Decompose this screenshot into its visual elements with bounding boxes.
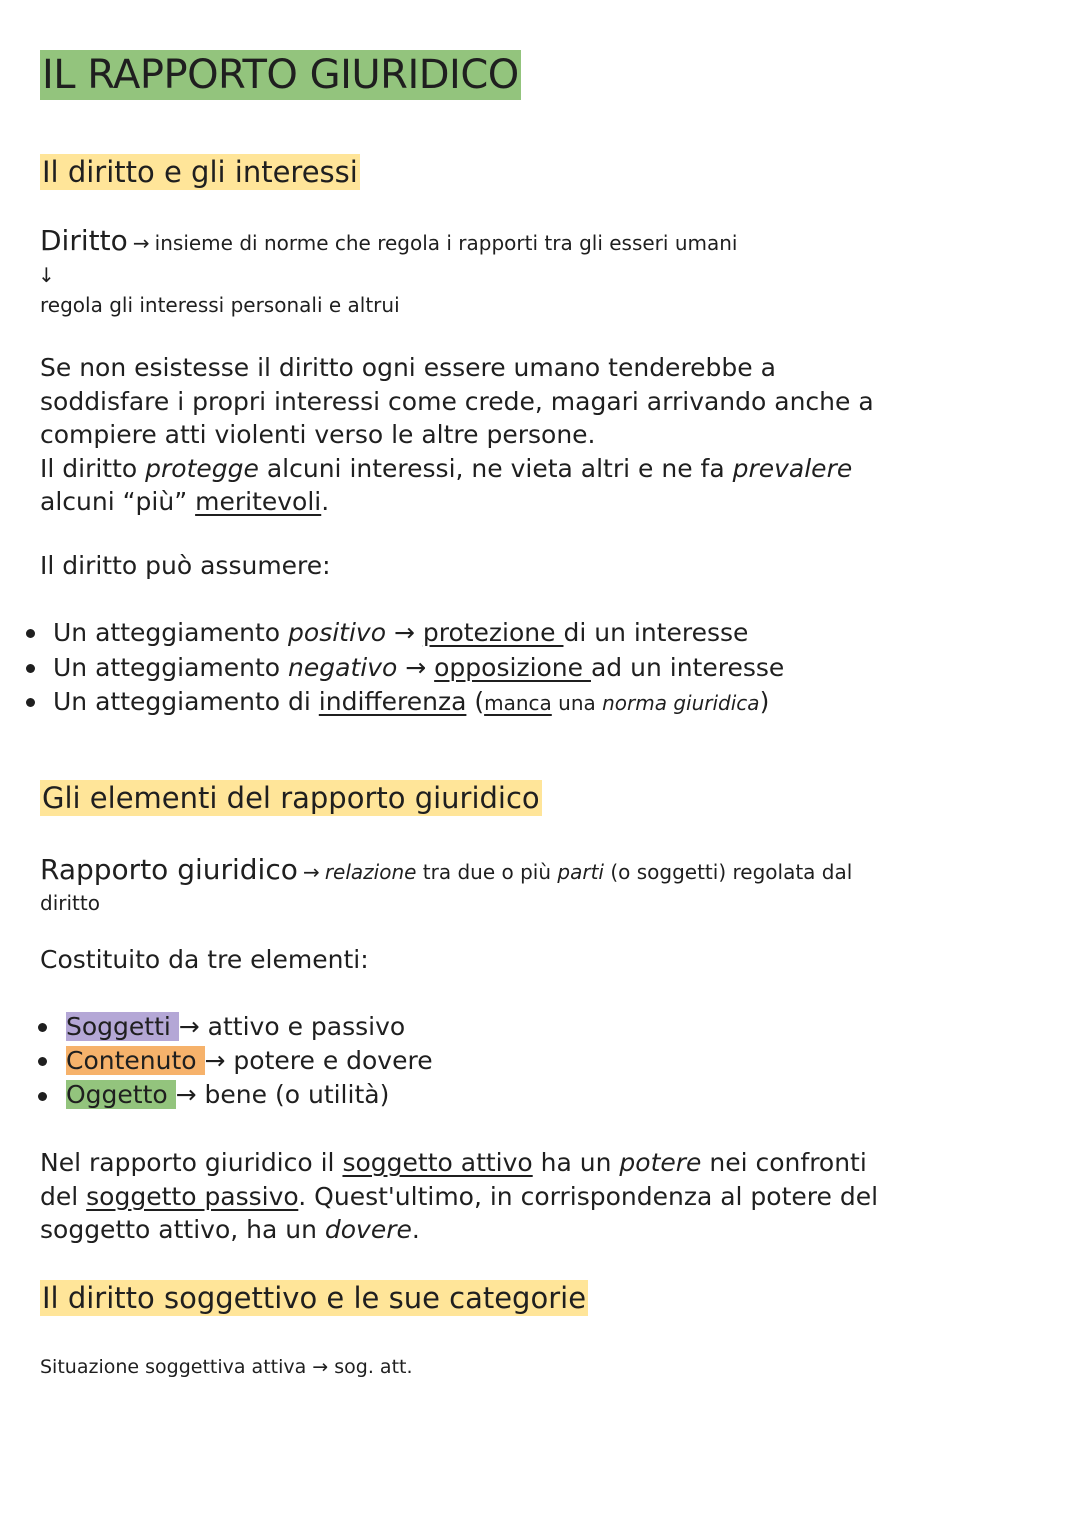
para-line: compiere atti violenti verso le altre persone. bbox=[40, 420, 596, 449]
list-item: Un atteggiamento positivo → protezione di un interesse bbox=[53, 618, 749, 647]
bullet-icon bbox=[26, 698, 35, 707]
para-line: Nel rapporto giuridico il soggetto attivo ha un potere nei confronti bbox=[40, 1148, 867, 1177]
rapporto-paragraph bbox=[40, 1146, 960, 1247]
list-item: Soggetti → attivo e passivo bbox=[66, 1012, 406, 1041]
rapporto-def-continued: diritto bbox=[40, 891, 100, 915]
section-heading-interests: Il diritto e gli interessi bbox=[42, 155, 358, 189]
bullet-icon bbox=[38, 1057, 47, 1066]
highlight-contenuto: Contenuto bbox=[66, 1046, 205, 1075]
para-line: soggetto attivo, ha un dovere. bbox=[40, 1215, 420, 1244]
bullet-icon bbox=[38, 1023, 47, 1032]
highlight-oggetto: Oggetto bbox=[66, 1080, 176, 1109]
highlight-soggetti: Soggetti bbox=[66, 1012, 179, 1041]
arrow-icon: → bbox=[132, 231, 150, 255]
section-heading-soggettivo: Il diritto soggettivo e le sue categorie bbox=[42, 1281, 587, 1315]
para-line: Il diritto protegge alcuni interessi, ne vieta altri e ne fa prevalere bbox=[40, 453, 853, 483]
diritto-sub-text: regola gli interessi personali e altrui bbox=[40, 293, 400, 317]
bullet-icon bbox=[26, 629, 35, 638]
situazione-text: Situazione soggettiva attiva → sog. att. bbox=[40, 1356, 413, 1378]
rapporto-definition: Rapporto giuridico → relazione tra due o più parti (o soggetti) regolata dal bbox=[40, 853, 853, 886]
para-line: Se non esistesse il diritto ogni essere umano tenderebbe a bbox=[40, 353, 776, 382]
page-title: IL RAPPORTO GIURIDICO bbox=[42, 52, 519, 98]
constituted-text: Costituito da tre elementi: bbox=[40, 945, 369, 974]
can-assume-text: Il diritto può assumere: bbox=[40, 551, 331, 580]
down-arrow-icon: ↓ bbox=[38, 263, 55, 287]
para-line: soddisfare i propri interessi come crede, magari arrivando anche a bbox=[40, 386, 874, 416]
diritto-def-text: insieme di norme che regola i rapporti tra gli esseri umani bbox=[154, 231, 738, 255]
list-item: Oggetto → bene (o utilità) bbox=[66, 1080, 390, 1109]
rapporto-term: Rapporto giuridico bbox=[40, 853, 298, 886]
diritto-term: Diritto bbox=[40, 224, 128, 257]
arrow-icon: → bbox=[302, 860, 320, 884]
bullet-icon bbox=[38, 1092, 47, 1101]
list-item: Contenuto → potere e dovere bbox=[66, 1046, 433, 1075]
diritto-definition bbox=[40, 224, 737, 257]
para-line: del soggetto passivo. Quest'ultimo, in corrispondenza al potere del bbox=[40, 1181, 879, 1211]
para-line: alcuni “più” meritevoli. bbox=[40, 487, 330, 516]
bullet-icon bbox=[26, 664, 35, 673]
list-item: Un atteggiamento negativo → opposizione ad un interesse bbox=[53, 653, 785, 682]
diritto-paragraph bbox=[40, 351, 960, 519]
list-item: Un atteggiamento di indifferenza (manca una norma giuridica) bbox=[53, 687, 770, 716]
section-heading-elements: Gli elementi del rapporto giuridico bbox=[42, 781, 540, 815]
